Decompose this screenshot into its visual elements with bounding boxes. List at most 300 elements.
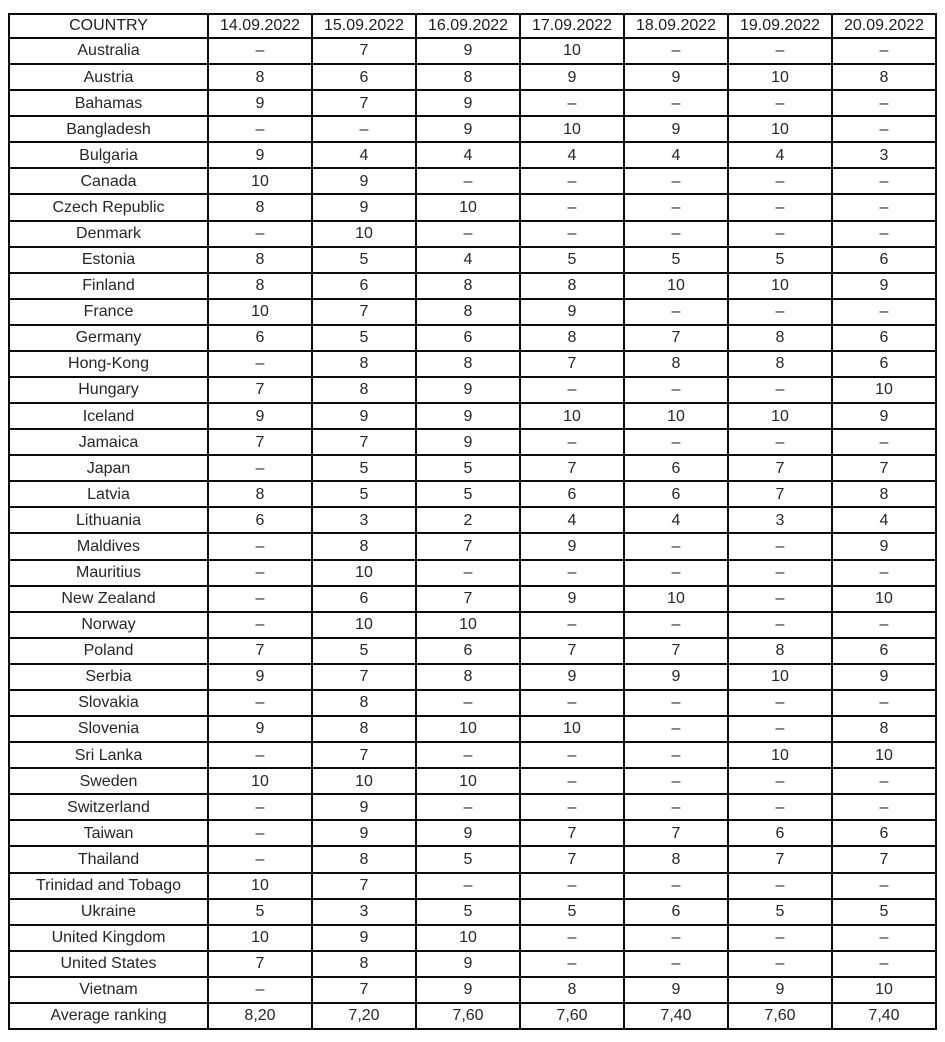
ranking-value: – [728, 194, 832, 220]
ranking-value: 6 [624, 899, 728, 925]
ranking-value: 4 [624, 142, 728, 168]
ranking-value: 8 [416, 299, 520, 325]
ranking-value: 9 [312, 820, 416, 846]
ranking-value: 5 [416, 455, 520, 481]
ranking-value: 7 [520, 638, 624, 664]
ranking-value: 9 [208, 90, 312, 116]
ranking-value: – [832, 221, 936, 247]
ranking-value: 9 [208, 142, 312, 168]
ranking-value: 10 [728, 403, 832, 429]
country-name: Sri Lanka [9, 742, 208, 768]
country-name: Latvia [9, 481, 208, 507]
country-name: Finland [9, 273, 208, 299]
ranking-value: 7 [208, 377, 312, 403]
ranking-value: – [624, 716, 728, 742]
country-name: Bahamas [9, 90, 208, 116]
ranking-value: 3 [312, 507, 416, 533]
ranking-value: 10 [832, 377, 936, 403]
ranking-value: 5 [312, 247, 416, 273]
table-row [9, 925, 936, 951]
country-name: Canada [9, 168, 208, 194]
ranking-value: 7 [208, 951, 312, 977]
ranking-value: 9 [416, 116, 520, 142]
country-name: United Kingdom [9, 925, 208, 951]
country-name: New Zealand [9, 586, 208, 612]
ranking-value: 6 [208, 507, 312, 533]
ranking-value: 8 [208, 247, 312, 273]
ranking-value: – [208, 977, 312, 1003]
ranking-value: 8 [312, 846, 416, 872]
country-name: Ukraine [9, 899, 208, 925]
country-name: Slovenia [9, 716, 208, 742]
ranking-value: 10 [312, 768, 416, 794]
country-name: Taiwan [9, 820, 208, 846]
ranking-value: – [728, 299, 832, 325]
table-row [9, 247, 936, 273]
ranking-value: 8 [520, 977, 624, 1003]
table-row [9, 586, 936, 612]
ranking-value: – [728, 90, 832, 116]
ranking-value: 6 [728, 820, 832, 846]
ranking-value: 10 [520, 716, 624, 742]
ranking-value: 10 [624, 586, 728, 612]
table-row [9, 481, 936, 507]
ranking-value: – [208, 560, 312, 586]
ranking-value: 8 [832, 481, 936, 507]
ranking-value: – [624, 90, 728, 116]
ranking-value: – [520, 690, 624, 716]
ranking-value: – [728, 586, 832, 612]
ranking-value: 10 [728, 742, 832, 768]
average-ranking-value: 7,40 [624, 1003, 728, 1029]
ranking-value: 7 [520, 351, 624, 377]
ranking-value: 7 [312, 90, 416, 116]
country-name: Estonia [9, 247, 208, 273]
ranking-value: – [728, 429, 832, 455]
ranking-value: – [728, 533, 832, 559]
table-row [9, 899, 936, 925]
table-row [9, 429, 936, 455]
ranking-value: 7 [312, 38, 416, 64]
ranking-value: – [208, 351, 312, 377]
ranking-value: 5 [312, 325, 416, 351]
header-row [9, 14, 936, 38]
ranking-value: 4 [520, 507, 624, 533]
ranking-value: 8 [312, 351, 416, 377]
ranking-value: 6 [312, 64, 416, 90]
ranking-value: 9 [624, 664, 728, 690]
ranking-value: – [520, 168, 624, 194]
ranking-value: 10 [208, 873, 312, 899]
country-name: Lithuania [9, 507, 208, 533]
ranking-value: 7 [624, 820, 728, 846]
ranking-value: 8 [520, 325, 624, 351]
table-row [9, 977, 936, 1003]
ranking-value: 7 [312, 299, 416, 325]
country-name: France [9, 299, 208, 325]
ranking-value: 10 [832, 977, 936, 1003]
ranking-value: – [624, 794, 728, 820]
table-row [9, 560, 936, 586]
ranking-value: 10 [312, 560, 416, 586]
ranking-value: 3 [832, 142, 936, 168]
ranking-value: – [728, 377, 832, 403]
ranking-value: 10 [728, 116, 832, 142]
ranking-value: 10 [208, 768, 312, 794]
ranking-value: 9 [208, 664, 312, 690]
ranking-value: – [208, 455, 312, 481]
country-name: Slovakia [9, 690, 208, 716]
country-name: Austria [9, 64, 208, 90]
table-row [9, 377, 936, 403]
column-header-date: 18.09.2022 [624, 14, 728, 38]
ranking-value: 8 [208, 273, 312, 299]
ranking-value: 6 [520, 481, 624, 507]
ranking-value: – [832, 194, 936, 220]
country-name: Vietnam [9, 977, 208, 1003]
table-row [9, 194, 936, 220]
ranking-value: 9 [832, 273, 936, 299]
ranking-value: – [832, 560, 936, 586]
country-ranking-table [8, 13, 937, 1030]
ranking-value: – [416, 742, 520, 768]
ranking-value: 8 [416, 351, 520, 377]
country-name: Germany [9, 325, 208, 351]
ranking-value: 7 [520, 455, 624, 481]
country-name: Maldives [9, 533, 208, 559]
ranking-value: 9 [520, 64, 624, 90]
country-name: Mauritius [9, 560, 208, 586]
ranking-value: – [208, 38, 312, 64]
ranking-value: – [520, 794, 624, 820]
ranking-value: 8 [312, 951, 416, 977]
ranking-value: 7 [728, 846, 832, 872]
table-row [9, 716, 936, 742]
ranking-value: 6 [832, 638, 936, 664]
table-row [9, 299, 936, 325]
ranking-value: 7 [312, 873, 416, 899]
ranking-value: – [624, 925, 728, 951]
ranking-value: – [312, 116, 416, 142]
ranking-value: – [728, 612, 832, 638]
ranking-value: 9 [624, 64, 728, 90]
ranking-value: 7 [520, 846, 624, 872]
ranking-value: – [520, 873, 624, 899]
ranking-value: 5 [728, 247, 832, 273]
ranking-value: 8 [728, 325, 832, 351]
ranking-value: 9 [416, 403, 520, 429]
table-row [9, 90, 936, 116]
ranking-value: – [624, 429, 728, 455]
ranking-value: 9 [520, 664, 624, 690]
table-row [9, 455, 936, 481]
ranking-value: – [832, 690, 936, 716]
ranking-value: 9 [416, 377, 520, 403]
ranking-value: 6 [832, 247, 936, 273]
ranking-value: – [416, 560, 520, 586]
table-row [9, 951, 936, 977]
column-header-date: 15.09.2022 [312, 14, 416, 38]
ranking-value: 10 [728, 273, 832, 299]
ranking-value: – [624, 742, 728, 768]
country-name: Thailand [9, 846, 208, 872]
ranking-value: 9 [416, 820, 520, 846]
ranking-value: 7 [624, 325, 728, 351]
ranking-value: 8 [520, 273, 624, 299]
ranking-value: 10 [520, 38, 624, 64]
ranking-value: 8 [416, 664, 520, 690]
ranking-value: – [208, 690, 312, 716]
ranking-value: 5 [312, 481, 416, 507]
ranking-value: 5 [520, 899, 624, 925]
column-header-date: 19.09.2022 [728, 14, 832, 38]
ranking-value: – [728, 873, 832, 899]
average-ranking-label: Average ranking [9, 1003, 208, 1029]
ranking-value: 10 [312, 612, 416, 638]
ranking-value: – [832, 794, 936, 820]
ranking-value: – [832, 951, 936, 977]
ranking-value: 7 [728, 455, 832, 481]
average-ranking-value: 7,60 [416, 1003, 520, 1029]
table-row [9, 820, 936, 846]
ranking-value: 7 [312, 429, 416, 455]
ranking-value: 9 [416, 38, 520, 64]
ranking-value: 8 [832, 64, 936, 90]
ranking-value: – [728, 168, 832, 194]
ranking-value: 7 [520, 820, 624, 846]
ranking-value: – [208, 742, 312, 768]
table-row [9, 64, 936, 90]
ranking-value: 8 [312, 533, 416, 559]
average-ranking-value: 7,20 [312, 1003, 416, 1029]
ranking-value: – [416, 794, 520, 820]
ranking-value: – [624, 299, 728, 325]
ranking-value: 9 [208, 403, 312, 429]
table-row [9, 325, 936, 351]
ranking-value: – [520, 194, 624, 220]
ranking-value: 10 [416, 716, 520, 742]
ranking-value: – [728, 925, 832, 951]
country-name: Serbia [9, 664, 208, 690]
ranking-value: 7 [832, 455, 936, 481]
table-row [9, 768, 936, 794]
ranking-value: 7 [312, 742, 416, 768]
column-header-date: 17.09.2022 [520, 14, 624, 38]
table-row [9, 664, 936, 690]
average-ranking-value: 7,60 [728, 1003, 832, 1029]
ranking-value: 8 [208, 481, 312, 507]
ranking-value: 5 [208, 899, 312, 925]
ranking-value: – [208, 820, 312, 846]
ranking-value: – [520, 612, 624, 638]
ranking-value: 8 [624, 351, 728, 377]
ranking-value: 10 [208, 925, 312, 951]
ranking-value: 7 [208, 429, 312, 455]
ranking-value: – [520, 560, 624, 586]
ranking-value: – [520, 221, 624, 247]
table-row [9, 612, 936, 638]
table-row [9, 873, 936, 899]
ranking-value: 8 [312, 377, 416, 403]
ranking-value: 6 [416, 325, 520, 351]
ranking-value: 10 [520, 116, 624, 142]
ranking-value: – [832, 90, 936, 116]
country-name: Hong-Kong [9, 351, 208, 377]
column-header-date: 20.09.2022 [832, 14, 936, 38]
table-row [9, 351, 936, 377]
ranking-value: 9 [312, 168, 416, 194]
ranking-value: 9 [832, 533, 936, 559]
country-name: Norway [9, 612, 208, 638]
ranking-value: – [208, 533, 312, 559]
average-ranking-value: 8,20 [208, 1003, 312, 1029]
ranking-value: 5 [416, 899, 520, 925]
ranking-value: 9 [832, 664, 936, 690]
table-row [9, 507, 936, 533]
ranking-value: – [520, 90, 624, 116]
ranking-value: 7 [416, 533, 520, 559]
ranking-value: – [208, 846, 312, 872]
country-name: Jamaica [9, 429, 208, 455]
ranking-value: 6 [624, 455, 728, 481]
ranking-value: 5 [624, 247, 728, 273]
table-row [9, 690, 936, 716]
ranking-value: – [520, 742, 624, 768]
ranking-value: 10 [832, 586, 936, 612]
ranking-value: 9 [312, 403, 416, 429]
ranking-value: – [728, 221, 832, 247]
ranking-value: 9 [312, 194, 416, 220]
table-row [9, 38, 936, 64]
ranking-value: 5 [416, 846, 520, 872]
ranking-value: – [208, 221, 312, 247]
ranking-value: 9 [728, 977, 832, 1003]
ranking-value: 9 [416, 429, 520, 455]
ranking-value: 10 [312, 221, 416, 247]
ranking-value: 10 [728, 664, 832, 690]
ranking-value: 9 [416, 90, 520, 116]
ranking-value: 7 [624, 638, 728, 664]
ranking-value: 8 [312, 690, 416, 716]
ranking-value: 7 [832, 846, 936, 872]
ranking-value: 5 [832, 899, 936, 925]
table-row [9, 742, 936, 768]
table-row [9, 116, 936, 142]
column-header-date: 14.09.2022 [208, 14, 312, 38]
ranking-value: – [624, 951, 728, 977]
ranking-value: 6 [312, 586, 416, 612]
country-name: Bangladesh [9, 116, 208, 142]
column-header-date: 16.09.2022 [416, 14, 520, 38]
ranking-value: – [520, 925, 624, 951]
ranking-value: 6 [832, 820, 936, 846]
ranking-value: – [624, 612, 728, 638]
country-name: Hungary [9, 377, 208, 403]
ranking-value: – [208, 586, 312, 612]
ranking-value: 9 [624, 977, 728, 1003]
ranking-value: 3 [312, 899, 416, 925]
ranking-value: 10 [832, 742, 936, 768]
ranking-value: 7 [208, 638, 312, 664]
ranking-value: 5 [312, 455, 416, 481]
ranking-value: 6 [832, 325, 936, 351]
ranking-value: 10 [208, 168, 312, 194]
ranking-value: 9 [520, 586, 624, 612]
ranking-value: 9 [520, 533, 624, 559]
table-row [9, 846, 936, 872]
ranking-value: 2 [416, 507, 520, 533]
ranking-value: 9 [312, 925, 416, 951]
ranking-value: 8 [832, 716, 936, 742]
ranking-value: – [624, 560, 728, 586]
column-header-country: COUNTRY [9, 14, 208, 38]
ranking-value: 10 [416, 612, 520, 638]
country-name: Poland [9, 638, 208, 664]
table-body [9, 38, 936, 1029]
table-row [9, 638, 936, 664]
ranking-value: – [624, 221, 728, 247]
ranking-value: – [728, 794, 832, 820]
ranking-value: 9 [208, 716, 312, 742]
ranking-value: – [520, 377, 624, 403]
ranking-value: 6 [208, 325, 312, 351]
ranking-value: – [416, 873, 520, 899]
ranking-value: 8 [312, 716, 416, 742]
table-row [9, 168, 936, 194]
ranking-value: 9 [416, 951, 520, 977]
ranking-value: – [624, 194, 728, 220]
ranking-value: – [416, 221, 520, 247]
ranking-value: 5 [728, 899, 832, 925]
ranking-value: 10 [624, 403, 728, 429]
ranking-value: – [728, 38, 832, 64]
ranking-value: 8 [728, 638, 832, 664]
country-name: Switzerland [9, 794, 208, 820]
table-row [9, 273, 936, 299]
ranking-value: – [208, 612, 312, 638]
ranking-value: – [208, 794, 312, 820]
ranking-value: – [624, 768, 728, 794]
ranking-value: – [832, 429, 936, 455]
ranking-value: – [624, 168, 728, 194]
ranking-value: – [416, 168, 520, 194]
ranking-value: 4 [520, 142, 624, 168]
ranking-value: 8 [208, 64, 312, 90]
ranking-value: – [728, 951, 832, 977]
ranking-value: 7 [728, 481, 832, 507]
country-name: Denmark [9, 221, 208, 247]
ranking-value: 6 [312, 273, 416, 299]
ranking-value: – [832, 116, 936, 142]
ranking-value: 10 [416, 194, 520, 220]
table-row [9, 794, 936, 820]
table-row [9, 221, 936, 247]
ranking-value: – [832, 38, 936, 64]
ranking-value: – [832, 768, 936, 794]
ranking-value: 5 [416, 481, 520, 507]
ranking-value: – [520, 951, 624, 977]
ranking-value: 8 [728, 351, 832, 377]
ranking-value: 6 [416, 638, 520, 664]
ranking-value: – [520, 768, 624, 794]
ranking-value: 10 [416, 925, 520, 951]
ranking-value: 10 [520, 403, 624, 429]
ranking-value: 10 [208, 299, 312, 325]
country-name: United States [9, 951, 208, 977]
table-row [9, 403, 936, 429]
average-ranking-value: 7,60 [520, 1003, 624, 1029]
ranking-value: 8 [416, 64, 520, 90]
